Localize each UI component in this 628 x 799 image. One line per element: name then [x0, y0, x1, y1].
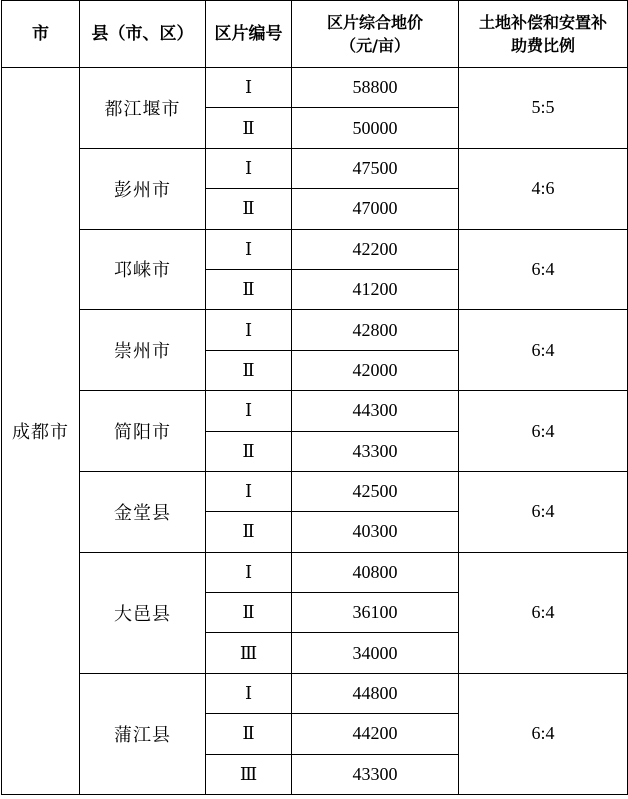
price-cell: 58800 [292, 68, 459, 108]
price-cell: 47500 [292, 148, 459, 188]
price-cell: 50000 [292, 108, 459, 148]
price-cell: 42800 [292, 310, 459, 350]
ratio-cell: 6:4 [459, 310, 628, 391]
zone-code-cell: Ⅱ [206, 512, 292, 552]
header-price [292, 1, 459, 68]
zone-code-cell: Ⅰ [206, 229, 292, 269]
table-row [2, 310, 628, 350]
header-price-line2: （元/亩） [340, 36, 410, 55]
table-row [2, 391, 628, 431]
zone-code-cell: Ⅰ [206, 391, 292, 431]
zone-code-cell: Ⅰ [206, 310, 292, 350]
county-cell: 金堂县 [80, 471, 206, 552]
county-cell: 邛崃市 [80, 229, 206, 310]
header-ratio-line1: 土地补偿和安置补 [478, 13, 607, 32]
table-row [2, 552, 628, 592]
price-cell: 43300 [292, 431, 459, 471]
zone-code-cell: Ⅰ [206, 148, 292, 188]
price-cell: 41200 [292, 269, 459, 309]
price-cell: 42200 [292, 229, 459, 269]
zone-code-cell: Ⅱ [206, 269, 292, 309]
ratio-cell: 6:4 [459, 552, 628, 673]
price-cell: 44300 [292, 391, 459, 431]
ratio-cell: 6:4 [459, 673, 628, 794]
ratio-cell: 6:4 [459, 391, 628, 472]
zone-code-cell: Ⅱ [206, 714, 292, 754]
header-ratio-line2: 助费比例 [510, 36, 575, 55]
price-cell: 43300 [292, 754, 459, 794]
zone-code-cell: Ⅰ [206, 68, 292, 108]
county-cell: 彭州市 [80, 148, 206, 229]
table-row [2, 471, 628, 511]
table-row [2, 673, 628, 713]
zone-code-cell: Ⅱ [206, 108, 292, 148]
city-cell: 成都市 [2, 68, 80, 795]
price-cell: 40300 [292, 512, 459, 552]
price-cell: 36100 [292, 593, 459, 633]
zone-code-cell: Ⅱ [206, 431, 292, 471]
ratio-cell: 6:4 [459, 471, 628, 552]
county-cell: 大邑县 [80, 552, 206, 673]
header-city: 市 [2, 1, 80, 68]
zone-code-cell: Ⅱ [206, 593, 292, 633]
ratio-cell: 5:5 [459, 68, 628, 149]
price-cell: 40800 [292, 552, 459, 592]
zone-code-cell: Ⅰ [206, 673, 292, 713]
ratio-cell: 4:6 [459, 148, 628, 229]
zone-code-cell: Ⅰ [206, 471, 292, 511]
zone-code-cell: Ⅱ [206, 189, 292, 229]
ratio-cell: 6:4 [459, 229, 628, 310]
table-body [2, 68, 628, 795]
price-cell: 42000 [292, 350, 459, 390]
county-cell: 蒲江县 [80, 673, 206, 794]
header-county: 县（市、区） [80, 1, 206, 68]
zone-code-cell: Ⅲ [206, 754, 292, 794]
header-zone-code: 区片编号 [206, 1, 292, 68]
price-cell: 44800 [292, 673, 459, 713]
header-ratio [459, 1, 628, 68]
price-cell: 47000 [292, 189, 459, 229]
county-cell: 崇州市 [80, 310, 206, 391]
zone-code-cell: Ⅲ [206, 633, 292, 673]
price-cell: 34000 [292, 633, 459, 673]
table-row [2, 68, 628, 108]
header-price-line1: 区片综合地价 [326, 13, 423, 32]
header-row [2, 1, 628, 68]
county-cell: 简阳市 [80, 391, 206, 472]
land-price-table [1, 0, 628, 795]
price-cell: 42500 [292, 471, 459, 511]
table-row [2, 229, 628, 269]
zone-code-cell: Ⅰ [206, 552, 292, 592]
zone-code-cell: Ⅱ [206, 350, 292, 390]
county-cell: 都江堰市 [80, 68, 206, 149]
price-cell: 44200 [292, 714, 459, 754]
table-row [2, 148, 628, 188]
